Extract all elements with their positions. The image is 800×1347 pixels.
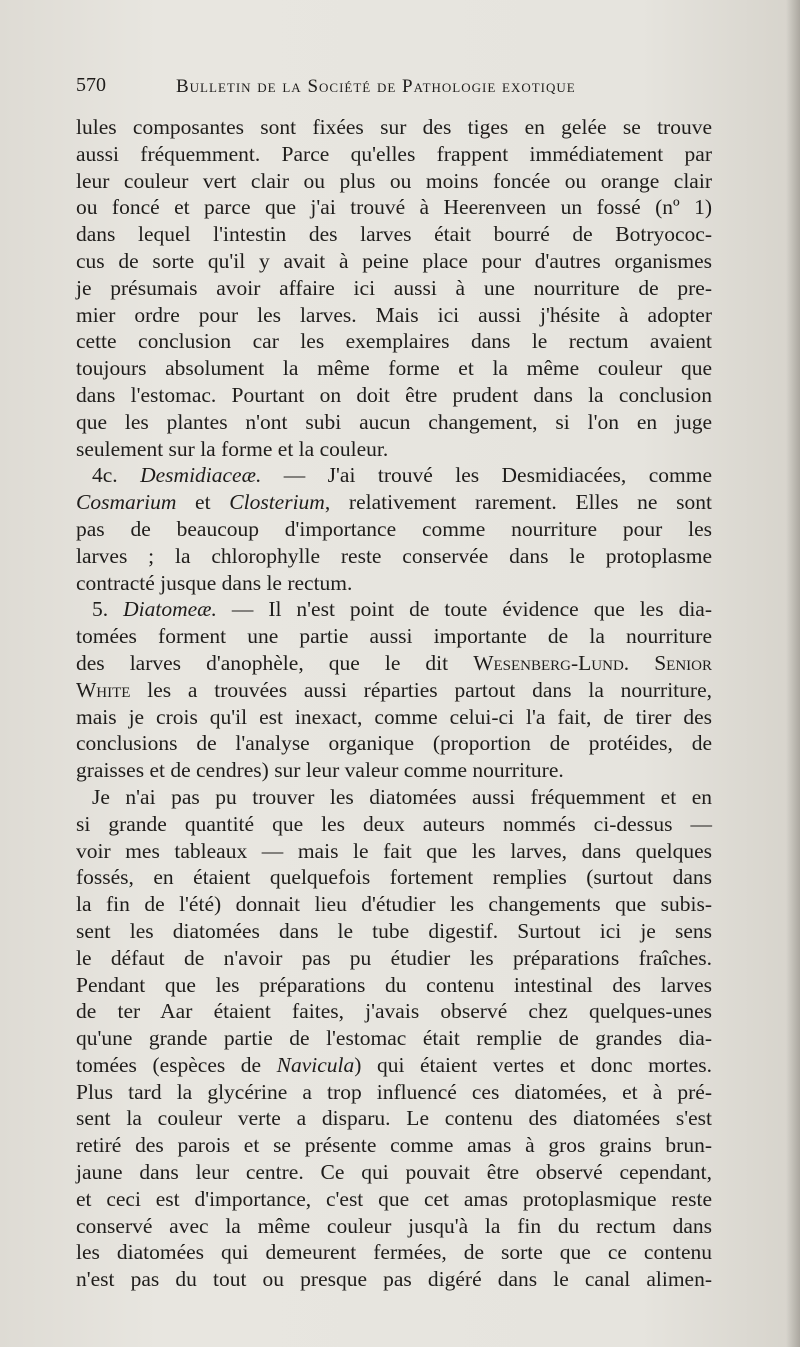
text-line: Je n'ai pas pu trouver les diatomées aussi fréquemment et en — [92, 784, 712, 809]
text-line: lules composantes sont fixées sur des tiges en gelée se trouve — [76, 115, 712, 139]
author-name: White — [76, 677, 131, 702]
text-line: cus de sorte qu'il y avait à peine place pour d'autres organismes — [76, 248, 712, 273]
text-line: les diatomées qui demeurent fermées, de sorte que ce contenu — [76, 1240, 712, 1265]
page-number: 570 — [76, 74, 106, 96]
genus-name: Navicula — [276, 1052, 355, 1077]
text-fragment: — J'ai trouvé les Desmidiacées, comme — [261, 463, 713, 488]
text-line: que les plantes n'ont subi aucun changement, si l'on en juge — [76, 409, 712, 434]
author-name: Wesenberg-Lund — [473, 650, 624, 675]
text-line: pas de beaucoup d'importance comme nourriture pour les — [76, 516, 712, 541]
genus-name: Cosmarium — [76, 490, 177, 515]
text-line — [76, 1052, 712, 1079]
text-line: toujours absolument la même forme et la même couleur que — [76, 356, 712, 381]
text-line: sent les diatomées dans le tube digestif. Surtout ici je sens — [76, 918, 712, 943]
section-title: Desmidiaceæ. — [140, 463, 262, 488]
text-line: seulement sur la forme et la couleur. — [76, 436, 389, 461]
text-line — [76, 489, 712, 516]
text-fragment: les a trouvées aussi réparties partout dans la nourriture, — [130, 677, 712, 702]
text-line: mais je crois qu'il est inexact, comme celui-ci l'a fait, de tirer des — [76, 704, 712, 729]
text-fragment: , relativement rarement. Elles ne sont — [324, 490, 712, 515]
text-line: leur couleur vert clair ou plus ou moins foncée ou orange clair — [76, 168, 712, 193]
text-line: voir mes tableaux — mais le fait que les larves, dans quelques — [76, 838, 712, 863]
text-line — [76, 596, 712, 623]
text-line: qu'une grande partie de l'estomac était remplie de grandes dia- — [76, 1026, 712, 1051]
text-line: et ceci est d'importance, c'est que cet amas protoplasmique reste — [76, 1186, 712, 1211]
text-fragment: ) qui étaient vertes et donc mortes. — [354, 1052, 712, 1077]
text-fragment: — Il n'est point de toute évidence que les dia- — [216, 597, 712, 622]
text-line: la fin de l'été) donnait lieu d'étudier les changements que subis- — [76, 892, 712, 917]
text-line: n'est pas du tout ou presque pas digéré dans le canal alimen- — [76, 1267, 712, 1292]
section-number: 5. — [92, 597, 124, 622]
section-title: Diatomeæ. — [123, 597, 217, 622]
page-edge-shadow — [786, 0, 800, 1347]
text-line: cette conclusion car les exemplaires dans le rectum avaient — [76, 329, 712, 354]
genus-name: Closterium — [229, 490, 325, 515]
text-line: si grande quantité que les deux auteurs nommés ci-dessus — — [76, 811, 712, 836]
text-line: dans l'estomac. Pourtant on doit être prudent dans la conclusion — [76, 382, 712, 407]
text-line: Plus tard la glycérine a trop influencé ces diatomées, et à pré- — [76, 1079, 712, 1104]
author-name: Senior — [654, 650, 713, 675]
body-text — [76, 114, 712, 1293]
text-line: conservé avec la même couleur jusqu'à la fin du rectum dans — [76, 1213, 712, 1238]
text-line: Pendant que les préparations du contenu intestinal des larves — [76, 972, 712, 997]
running-title: Bulletin de la Société de Pathologie exotique — [176, 76, 576, 97]
text-line: je présumais avoir affaire ici aussi à une nourriture de pre- — [76, 275, 712, 300]
text-line — [76, 462, 712, 489]
text-fragment: des larves d'anophèle, que le dit — [76, 650, 474, 675]
text-line: de ter Aar étaient faites, j'avais observé chez quelques-unes — [76, 999, 712, 1024]
text-fragment: et — [176, 490, 230, 515]
text-fragment: . — [623, 650, 655, 675]
text-line: retiré des parois et se présente comme amas à gros grains brun- — [76, 1133, 712, 1158]
text-line: aussi fréquemment. Parce qu'elles frappent immédiatement par — [76, 141, 712, 166]
text-line: fossés, en étaient quelquefois fortement remplies (surtout dans — [76, 865, 712, 890]
section-number: 4c. — [92, 463, 141, 488]
text-line: ou foncé et parce que j'ai trouvé à Heerenveen un fossé (nº 1) — [76, 195, 712, 220]
text-line — [76, 650, 712, 677]
text-line: contracté jusque dans le rectum. — [76, 570, 353, 595]
text-line: conclusions de l'analyse organique (proportion de protéides, de — [76, 731, 712, 756]
text-line: sent la couleur verte a disparu. Le contenu des diatomées s'est — [76, 1106, 712, 1131]
text-line: jaune dans leur centre. Ce qui pouvait être observé cependant, — [76, 1160, 712, 1185]
text-line: tomées forment une partie aussi importante de la nourriture — [76, 624, 712, 649]
text-line: mier ordre pour les larves. Mais ici aussi j'hésite à adopter — [76, 302, 712, 327]
text-line: dans lequel l'intestin des larves était bourré de Botryococ- — [76, 222, 712, 247]
text-line: graisses et de cendres) sur leur valeur comme nourriture. — [76, 758, 564, 783]
page-header — [76, 72, 636, 102]
text-line: le défaut de n'avoir pas pu étudier les préparations fraîches. — [76, 945, 712, 970]
text-line: larves ; la chlorophylle reste conservée dans le protoplasme — [76, 543, 712, 568]
text-line — [76, 677, 712, 704]
text-fragment: tomées (espèces de — [76, 1052, 277, 1077]
